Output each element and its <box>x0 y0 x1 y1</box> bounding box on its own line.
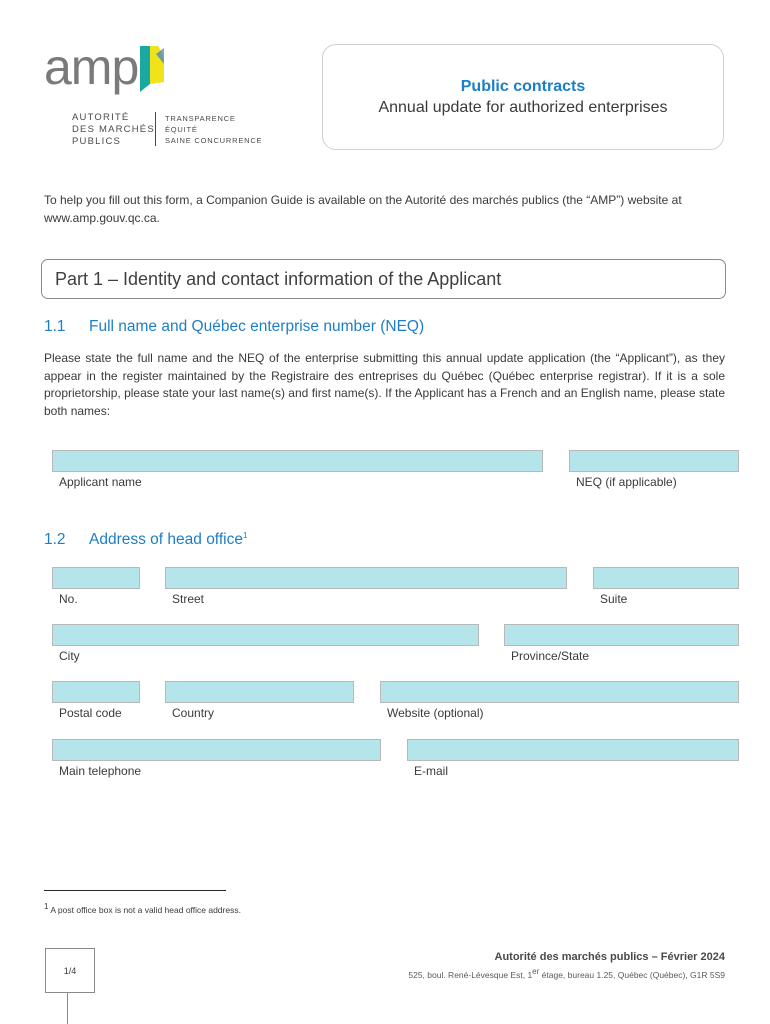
email-label: E-mail <box>414 764 449 778</box>
suite-input[interactable] <box>593 567 739 589</box>
telephone-input[interactable] <box>52 739 381 761</box>
page-number-stem <box>67 993 68 1024</box>
footer-organization: Autorité des marchés publics – Février 2024 <box>494 951 725 963</box>
footnote-separator <box>44 890 226 891</box>
city-label: City <box>59 649 80 663</box>
logo-divider <box>155 112 156 146</box>
footnote: 1 A post office box is not a valid head office address. <box>44 902 241 915</box>
postal-code-input[interactable] <box>52 681 140 703</box>
amp-logo-mark-icon <box>138 44 168 94</box>
country-label: Country <box>172 706 215 720</box>
website-label: Website (optional) <box>387 706 484 720</box>
logo-subtitle-right: TRANSPARENCE ÉQUITÉ SAINE CONCURRENCE <box>165 114 263 145</box>
province-input[interactable] <box>504 624 739 646</box>
country-input[interactable] <box>165 681 354 703</box>
email-input[interactable] <box>407 739 739 761</box>
province-label: Province/State <box>511 649 590 663</box>
footer-address: 525, boul. René-Lévesque Est, 1er étage, bureau 1.25, Québec (Québec), G1R 5S9 <box>408 967 725 980</box>
website-input[interactable] <box>380 681 739 703</box>
intro-text: To help you fill out this form, a Companion Guide is available on the Autorité des marchés publics (the “AMP”) website at www.amp.gouv.qc.ca. <box>44 193 682 225</box>
part-1-heading: Part 1 – Identity and contact information of the Applicant <box>41 259 726 299</box>
city-input[interactable] <box>52 624 479 646</box>
form-title: Public contracts <box>460 78 586 95</box>
neq-label: NEQ (if applicable) <box>576 475 677 489</box>
street-number-label: No. <box>59 592 78 606</box>
amp-logo-wordmark: amp <box>44 39 139 95</box>
form-subtitle: Annual update for authorized enterprises <box>378 99 668 116</box>
footnote-marker: 1 <box>242 531 248 540</box>
street-label: Street <box>172 592 205 606</box>
applicant-name-input[interactable] <box>52 450 543 472</box>
form-title-box <box>322 44 724 150</box>
street-number-input[interactable] <box>52 567 140 589</box>
street-input[interactable] <box>165 567 567 589</box>
telephone-label: Main telephone <box>59 764 142 778</box>
applicant-name-label: Applicant name <box>59 475 142 489</box>
page-number: 1/4 <box>45 948 95 993</box>
logo-subtitle-left: AUTORITÉ DES MARCHÉS PUBLICS <box>72 112 155 147</box>
section-1-2-heading: 1.2 Address of head office$^1$ <box>44 531 248 549</box>
postal-code-label: Postal code <box>59 706 122 720</box>
neq-input[interactable] <box>569 450 739 472</box>
suite-label: Suite <box>600 592 628 606</box>
section-1-1-instructions: Please state the full name and the NEQ of the enterprise submitting this annual update application (the “Applicant”), as they appear in the register maintained by the Registraire des entreprises du Québec (Québec enterprise registrar). If it is a sole proprietorship, please state your last name(s) and first name(s). If the Applicant has a French and an English name, please state both names: <box>44 351 725 418</box>
section-1-1-heading: 1.1 Full name and Québec enterprise number (NEQ) <box>44 318 425 335</box>
